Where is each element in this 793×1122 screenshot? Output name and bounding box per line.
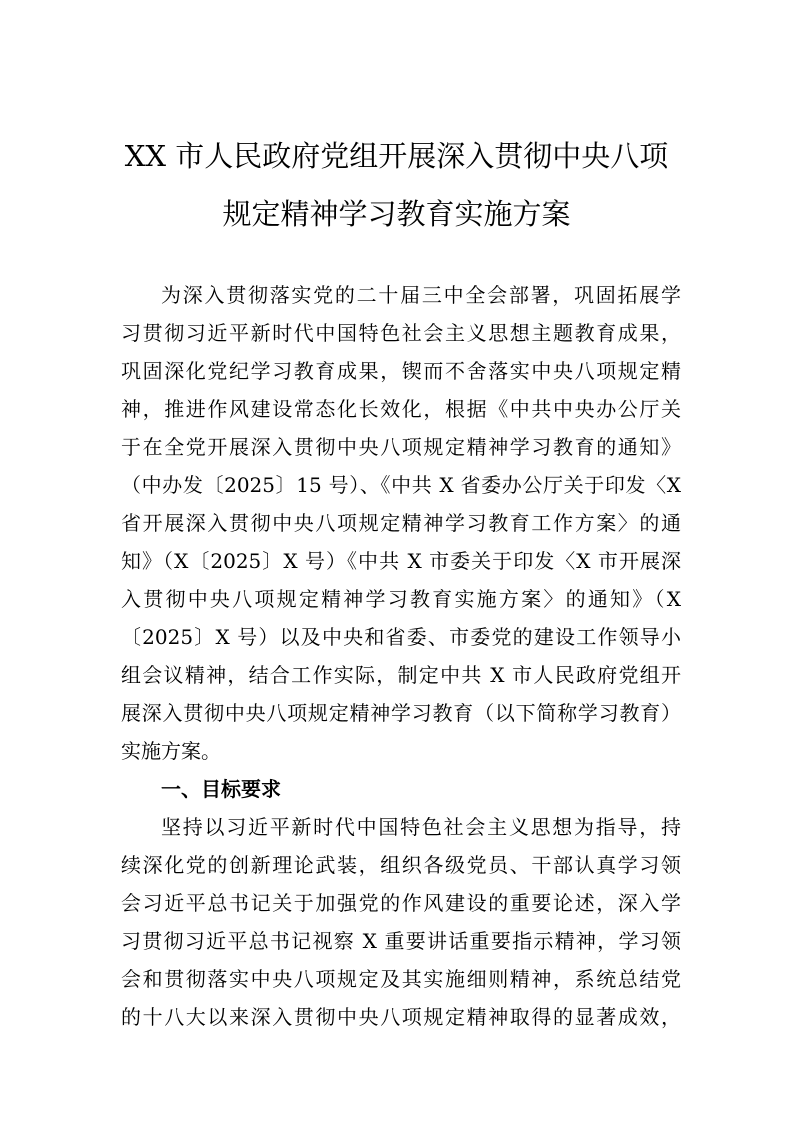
paragraph-line: 为深入贯彻落实党的二十届三中全会部署，巩固拓展学 [161, 283, 681, 307]
paragraph-line: 续深化党的创新理论武装，组织各级党员、干部认真学习领 [121, 853, 681, 877]
paragraph-line: 知》（X〔2025〕X 号）《中共 X 市委关于印发〈X 市开展深 [121, 549, 681, 573]
paragraph-line: 神，推进作风建设常态化长效化，根据《中共中央办公厅关 [121, 397, 681, 421]
paragraph-line: 会习近平总书记关于加强党的作风建设的重要论述，深入学 [121, 891, 681, 915]
paragraph-line: 坚持以习近平新时代中国特色社会主义思想为指导，持 [161, 815, 681, 839]
paragraph-line: （中办发〔2025〕15 号）、《中共 X 省委办公厅关于印发〈X [121, 473, 681, 497]
paragraph-line: 会和贯彻落实中央八项规定及其实施细则精神，系统总结党 [121, 967, 681, 991]
paragraph-line: 于在全党开展深入贯彻中央八项规定精神学习教育的通知》 [121, 435, 681, 459]
paragraph-line: 组会议精神，结合工作实际，制定中共 X 市人民政府党组开 [121, 663, 681, 687]
paragraph-line: 习贯彻习近平总书记视察 X 重要讲话重要指示精神，学习领 [121, 929, 681, 953]
paragraph-line: 省开展深入贯彻中央八项规定精神学习教育工作方案〉的通 [121, 511, 681, 535]
section-heading: 一、目标要求 [161, 777, 281, 801]
paragraph-line: 展深入贯彻中央八项规定精神学习教育（以下简称学习教育） [121, 701, 681, 725]
paragraph-line: 的十八大以来深入贯彻中央八项规定精神取得的显著成效， [121, 1005, 681, 1029]
paragraph-line: 习贯彻习近平新时代中国特色社会主义思想主题教育成果， [121, 321, 681, 345]
document-title-line-1: XX 市人民政府党组开展深入贯彻中央八项 [124, 139, 669, 173]
document-title-line-2: 规定精神学习教育实施方案 [222, 197, 571, 231]
paragraph-line: 入贯彻中央八项规定精神学习教育实施方案〉的通知》（X [121, 587, 681, 611]
paragraph-line: 实施方案。 [121, 739, 221, 763]
paragraph-line: 巩固深化党纪学习教育成果，锲而不舍落实中央八项规定精 [121, 359, 681, 383]
paragraph-line: 〔2025〕X 号）以及中央和省委、市委党的建设工作领导小 [121, 625, 681, 649]
